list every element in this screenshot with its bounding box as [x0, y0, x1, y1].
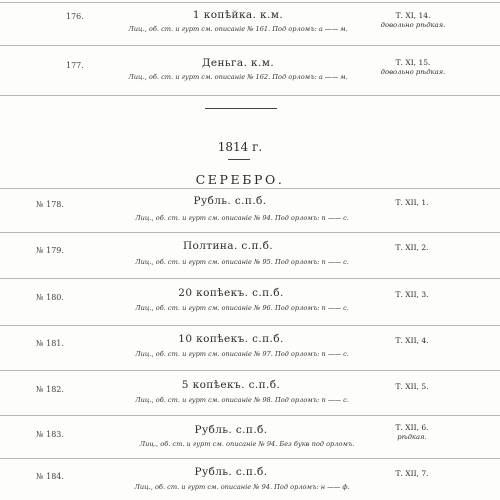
section-separator [205, 108, 277, 109]
entry-title: Рубль. с.п.б. [194, 424, 268, 436]
entry-rarity-note: рѣдкая. [397, 433, 427, 441]
entry-plate-reference: Т. XII, 7. [395, 469, 429, 478]
entry-plate-reference: Т. XII, 4. [395, 336, 429, 345]
row-divider [0, 45, 500, 46]
entry-plate-reference: Т. XI, 14. [395, 11, 431, 20]
row-divider [0, 232, 500, 233]
entry-title: 5 копѣекъ. с.п.б. [181, 379, 281, 391]
entry-number: № 183. [36, 430, 64, 439]
row-divider [0, 458, 500, 459]
entry-rarity-note: довольно рѣдкая. [380, 68, 446, 76]
row-divider [0, 325, 500, 326]
entry-number: 176. [66, 12, 84, 21]
entry-description: Лиц., об. ст. и гурт см. описаніе № 94. Без букв под орломъ. [139, 440, 355, 448]
entry-plate-reference: Т. XII, 1. [395, 198, 429, 207]
row-divider [0, 188, 500, 189]
row-divider [0, 370, 500, 371]
entry-title: Полтина. с.п.б. [182, 240, 274, 252]
entry-plate-reference: Т. XII, 3. [395, 290, 429, 299]
row-divider [0, 278, 500, 279]
entry-number: № 180. [36, 293, 64, 302]
entry-number: 177. [66, 61, 84, 70]
entry-number: № 182. [36, 385, 64, 394]
entry-title: 20 копѣекъ. с.п.б. [178, 287, 284, 299]
row-divider [0, 415, 500, 416]
section-metal-heading: СЕРЕБРО. [195, 172, 285, 187]
row-divider [0, 2, 500, 3]
entry-description: Лиц., об. ст. и гурт см. описаніе № 162. Под орломъ: а —— м. [128, 73, 348, 81]
entry-description: Лиц., об. ст. и гурт см. описаніе № 95. Под орломъ: п —— с. [135, 258, 349, 266]
entry-description: Лиц., об. ст. и гурт см. описаніе № 96. Под орломъ: п —— с. [135, 304, 349, 312]
entry-plate-reference: Т. XII, 6. [395, 423, 429, 432]
entry-description: Лиц., об. ст. и гурт см. описаніе № 98. Под орломъ: п —— с. [135, 396, 349, 404]
entry-description: Лиц., об. ст. и гурт см. описаніе № 94. Под орломъ: п —— с. [135, 214, 349, 222]
entry-rarity-note: довольно рѣдкая. [380, 21, 446, 29]
entry-title: 1 копѣйка. к.м. [192, 9, 284, 21]
entry-title: Рубль. с.п.б. [193, 195, 267, 207]
entry-number: № 184. [36, 472, 64, 481]
entry-plate-reference: Т. XII, 2. [395, 243, 429, 252]
entry-number: № 178. [36, 200, 64, 209]
entry-number: № 181. [36, 339, 64, 348]
entry-plate-reference: Т. XI, 15. [395, 58, 431, 67]
entry-plate-reference: Т. XII, 5. [395, 382, 429, 391]
entry-title: 10 копѣекъ. с.п.б. [178, 333, 284, 345]
entry-description: Лиц., об. ст. и гурт см. описаніе № 94. Под орломъ: н —— ф. [134, 483, 350, 491]
entry-description: Лиц., об. ст. и гурт см. описаніе № 161. Под орломъ: а —— м. [128, 25, 348, 33]
entry-number: № 179. [36, 246, 64, 255]
section-year: 1814 г. [217, 140, 263, 154]
entry-title: Деньга. к.м. [201, 57, 275, 69]
row-divider [0, 95, 500, 96]
year-underline [228, 159, 250, 160]
entry-title: Рубль. с.п.б. [194, 466, 268, 478]
entry-description: Лиц., об. ст. и гурт см. описаніе № 97. Под орломъ: п —— с. [135, 350, 349, 358]
